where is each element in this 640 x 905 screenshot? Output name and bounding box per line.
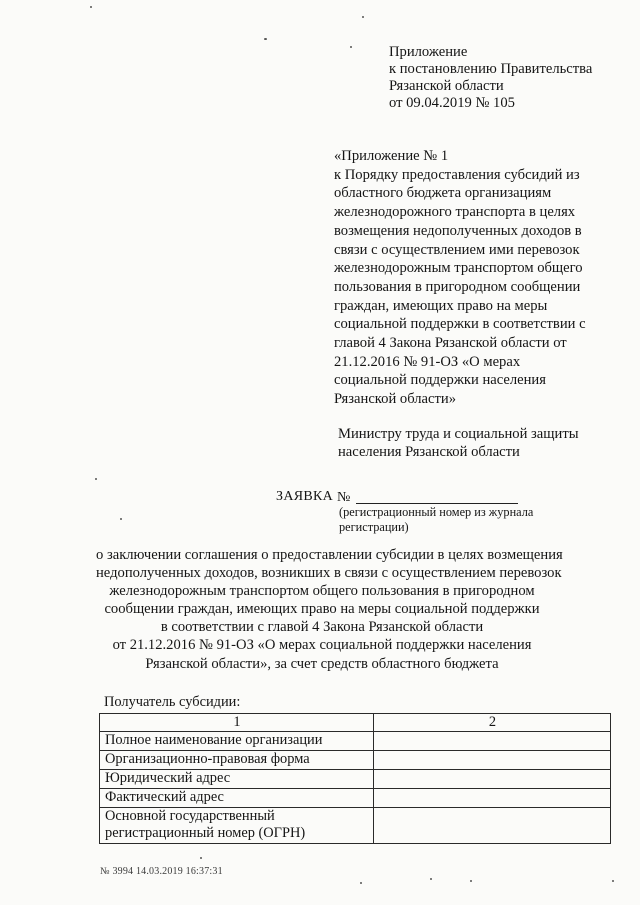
table-row: [100, 751, 611, 770]
scan-speck: [362, 16, 364, 18]
scan-speck: [95, 478, 97, 480]
subject-line: недополученных доходов, возникших в связи с осуществлением перевозок: [96, 565, 562, 582]
table-row: [100, 770, 611, 789]
order-line: областного бюджета организациям: [334, 185, 552, 202]
column-header: 1: [100, 714, 374, 732]
scan-speck: [200, 857, 202, 859]
addressee-block: [338, 425, 579, 461]
row-value-cell[interactable]: [374, 732, 611, 751]
appendix-header: [389, 44, 592, 112]
form-title: ЗАЯВКА: [276, 489, 334, 504]
subject-line: железнодорожным транспортом общего пользования в пригородном: [109, 583, 535, 600]
appendix-header-line: Рязанской области: [389, 78, 504, 94]
order-line: Рязанской области»: [334, 391, 456, 408]
row-label-line: регистрационный номер (ОГРН): [105, 825, 306, 841]
row-label: Фактический адрес: [100, 789, 374, 808]
row-label-line: Основной государственный: [105, 808, 275, 824]
row-label: Юридический адрес: [100, 770, 374, 789]
table-row: [100, 789, 611, 808]
registration-hint-line: регистрации): [339, 519, 409, 534]
table-header-row: [100, 714, 611, 732]
order-line: социальной поддержки населения: [334, 372, 546, 389]
appendix-header-line: Приложение: [389, 44, 468, 60]
subject-line: от 21.12.2016 № 91-ОЗ «О мерах социальной поддержки населения: [112, 637, 532, 654]
fax-stamp: № 3994 14.03.2019 16:37:31: [100, 866, 223, 877]
row-value-cell[interactable]: [374, 789, 611, 808]
order-line: возмещения недополученных доходов в: [334, 222, 582, 239]
row-value-cell[interactable]: [374, 808, 611, 844]
order-line: «Приложение № 1: [334, 148, 449, 164]
order-line: пользования в пригородном сообщении: [334, 278, 581, 295]
order-line: к Порядку предоставления субсидий из: [334, 166, 580, 183]
registration-hint-line: (регистрационный номер из журнала: [339, 505, 534, 519]
row-label: Организационно-правовая форма: [100, 751, 374, 770]
order-line: связи с осуществлением ими перевозок: [334, 241, 580, 258]
row-value-cell[interactable]: [374, 770, 611, 789]
table-row: [100, 808, 611, 844]
scan-speck: [264, 38, 267, 40]
appendix-header-line: от 09.04.2019 № 105: [389, 95, 515, 111]
application-subject: [96, 546, 563, 673]
registration-number-field[interactable]: [356, 503, 518, 504]
order-reference-block: [334, 147, 626, 409]
scan-speck: [430, 878, 432, 880]
scan-speck: [612, 880, 614, 882]
row-label: Полное наименование организации: [100, 732, 374, 751]
scan-speck: [360, 882, 362, 884]
order-line: граждан, имеющих право на меры: [334, 297, 548, 314]
addressee-line: Министру труда и социальной защиты: [338, 426, 579, 442]
order-line: главой 4 Закона Рязанской области от: [334, 335, 567, 352]
order-line: 21.12.2016 № 91-ОЗ «О мерах: [334, 353, 521, 370]
table-row: [100, 732, 611, 751]
addressee-line: населения Рязанской области: [338, 444, 520, 460]
order-line: железнодорожного транспорта в целях: [334, 204, 576, 221]
scan-speck: [470, 880, 472, 882]
order-line: социальной поддержки в соответствии с: [334, 316, 586, 333]
scan-speck: [120, 518, 122, 520]
column-header: 2: [374, 714, 611, 732]
order-line: железнодорожным транспортом общего: [334, 260, 583, 277]
scan-speck: [90, 6, 92, 8]
registration-number-hint: [339, 505, 533, 534]
recipient-table: [99, 713, 611, 844]
subject-line: в соответствии с главой 4 Закона Рязанской области: [160, 619, 484, 636]
row-label: [100, 808, 374, 844]
subject-line: сообщении граждан, имеющих право на меры социальной поддержки: [104, 601, 540, 618]
appendix-header-line: к постановлению Правительства: [389, 61, 593, 77]
registration-number-prefix: №: [337, 490, 351, 505]
scan-speck: [350, 46, 352, 48]
subject-line: Рязанской области», за счет средств областного бюджета: [145, 655, 499, 672]
row-value-cell[interactable]: [374, 751, 611, 770]
subject-line: о заключении соглашения о предоставлении субсидии в целях возмещения: [96, 547, 563, 563]
recipient-label: Получатель субсидии:: [104, 694, 241, 710]
